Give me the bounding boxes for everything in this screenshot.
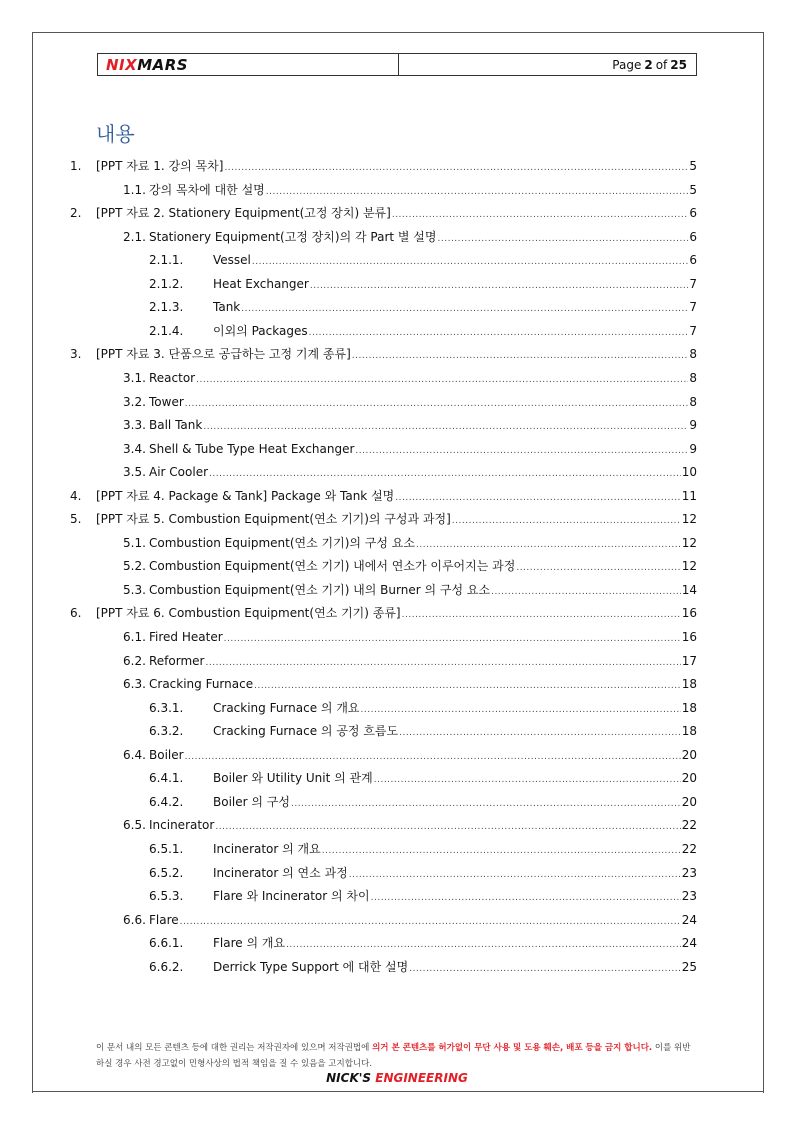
toc-entry-number: 5.2.: [123, 559, 146, 573]
toc-dot-leader: [209, 465, 681, 481]
toc-entry-page: 18: [681, 701, 697, 715]
copyright-warning: 의거 본 콘텐츠를 허가없이 무단 사용 및 도용 훼손, 배포 등을 금지 합니다.: [372, 1043, 653, 1053]
toc-entry[interactable]: [0, 701, 697, 717]
toc-entry-page: 10: [681, 465, 697, 479]
toc-dot-leader: [266, 183, 689, 199]
toc-entry-label: [PPT 자료 2. Stationery Equipment(고정 장치) 분류]: [96, 206, 391, 220]
toc-dot-leader: [254, 677, 681, 693]
toc-entry[interactable]: [0, 748, 697, 764]
toc-entry-page: 5: [689, 159, 697, 173]
toc-entry-page: 11: [681, 489, 697, 503]
logo-part-nix: NIX: [106, 55, 138, 74]
copyright-text: 이 문서 내의 모든 콘텐츠 등에 대한 권리는 저작권자에 있으며 저작권법에: [96, 1043, 373, 1053]
toc-entry-page: 14: [681, 583, 697, 597]
toc-entry-page: 9: [689, 442, 697, 456]
toc-dot-leader: [491, 583, 681, 599]
toc-entry-label: Reactor: [149, 371, 196, 385]
toc-entry-page: 16: [681, 606, 697, 620]
copyright-notice: [96, 1040, 698, 1072]
toc-entry[interactable]: [0, 512, 697, 528]
toc-entry-number: 3.2.: [123, 395, 146, 409]
toc-entry[interactable]: [0, 724, 697, 740]
toc-entry-number: 6.1.: [123, 630, 146, 644]
toc-entry-number: 2.1.: [123, 230, 146, 244]
toc-dot-leader: [374, 771, 681, 787]
toc-entry-page: 8: [689, 371, 697, 385]
toc-entry[interactable]: [0, 230, 697, 246]
toc-entry[interactable]: [0, 818, 697, 834]
toc-entry-page: 8: [689, 347, 697, 361]
toc-dot-leader: [309, 324, 689, 340]
toc-entry-number: 2.1.1.: [149, 253, 184, 267]
toc-entry-label: Shell & Tube Type Heat Exchanger: [149, 442, 355, 456]
toc-dot-leader: [452, 512, 681, 528]
toc-entry[interactable]: [0, 677, 697, 693]
toc-entry-number: 6.6.: [123, 913, 146, 927]
toc-entry-page: 20: [681, 748, 697, 762]
toc-entry-label: Vessel: [213, 253, 251, 267]
toc-dot-leader: [322, 842, 681, 858]
toc-entry-number: 1.1.: [123, 183, 146, 197]
page-of: of: [655, 57, 668, 72]
toc-entry-label: Cracking Furnace 의 개요: [213, 701, 360, 715]
toc-entry-number: 2.1.3.: [149, 300, 184, 314]
toc-entry-page: 22: [681, 818, 697, 832]
toc-entry-page: 20: [681, 795, 697, 809]
page-total: 25: [670, 57, 687, 72]
toc-entry[interactable]: [0, 418, 697, 434]
toc-dot-leader: [215, 818, 680, 834]
logo-part-mars: MARS: [137, 55, 189, 74]
footer-brand: [0, 1071, 794, 1085]
toc-entry-page: 18: [681, 724, 697, 738]
toc-dot-leader: [196, 371, 688, 387]
toc-entry-number: 3.3.: [123, 418, 146, 432]
toc-entry-number: 5.1.: [123, 536, 146, 550]
toc-entry-number: 6.5.2.: [149, 866, 184, 880]
toc-entry[interactable]: [0, 606, 697, 622]
toc-entry-number: 6.5.: [123, 818, 146, 832]
toc-dot-leader: [352, 347, 689, 363]
toc-dot-leader: [291, 795, 681, 811]
toc-entry-page: 24: [681, 936, 697, 950]
toc-entry[interactable]: [0, 936, 697, 952]
toc-entry[interactable]: [0, 654, 697, 670]
toc-entry[interactable]: [0, 559, 697, 575]
toc-dot-leader: [205, 654, 680, 670]
toc-entry[interactable]: [0, 395, 697, 411]
toc-entry-label: Combustion Equipment(연소 기기) 내의 Burner 의 구성 요소: [149, 583, 491, 597]
brand-nicks: NICK'S: [326, 1071, 376, 1085]
toc-entry-page: 7: [689, 324, 697, 338]
toc-entry-number: 3.5.: [123, 465, 146, 479]
toc-dot-leader: [224, 630, 681, 646]
toc-entry[interactable]: [0, 795, 697, 811]
toc-dot-leader: [409, 960, 681, 976]
toc-entry-page: 12: [681, 512, 697, 526]
toc-entry[interactable]: [0, 347, 697, 363]
toc-entry-page: 6: [689, 230, 697, 244]
logo-cell: [98, 54, 399, 75]
copyright-text-end: 이를 위반 하실 경우 사전 경고없이 민형사상의 법적 책임을 질 수 있음을 고지합니다.: [96, 1043, 691, 1069]
toc-entry[interactable]: [0, 630, 697, 646]
toc-entry-page: 12: [681, 559, 697, 573]
toc-entry-page: 23: [681, 889, 697, 903]
toc-dot-leader: [185, 748, 681, 764]
toc-entry[interactable]: [0, 913, 697, 929]
page-prefix: Page: [612, 57, 642, 72]
toc-dot-leader: [180, 913, 681, 929]
page-current: 2: [644, 57, 653, 72]
toc-entry-page: 7: [689, 277, 697, 291]
toc-entry-label: [PPT 자료 5. Combustion Equipment(연소 기기)의 구성과 과정]: [96, 512, 451, 526]
toc-entry-number: 2.1.2.: [149, 277, 184, 291]
toc-entry-number: 3.: [70, 347, 82, 361]
toc-entry[interactable]: [0, 300, 697, 316]
toc-dot-leader: [516, 559, 680, 575]
toc-entry-number: 3.1.: [123, 371, 146, 385]
toc-entry[interactable]: [0, 960, 697, 976]
toc-entry[interactable]: [0, 842, 697, 858]
toc-entry-label: Heat Exchanger: [213, 277, 309, 291]
toc-entry-number: 4.: [70, 489, 82, 503]
toc-entry[interactable]: [0, 465, 697, 481]
toc-entry[interactable]: [0, 866, 697, 882]
toc-entry-page: 22: [681, 842, 697, 856]
toc-entry-label: [PPT 자료 3. 단품으로 공급하는 고정 기계 종류]: [96, 347, 351, 361]
toc-dot-leader: [416, 536, 681, 552]
toc-entry[interactable]: [0, 183, 697, 199]
toc-entry[interactable]: [0, 206, 697, 222]
toc-entry-label: Boiler: [149, 748, 184, 762]
toc-dot-leader: [286, 936, 681, 952]
toc-entry-page: 20: [681, 771, 697, 785]
toc-entry[interactable]: [0, 442, 697, 458]
toc-entry-label: 이외의 Packages: [213, 324, 308, 338]
toc-entry-page: 7: [689, 300, 697, 314]
toc-entry[interactable]: [0, 889, 697, 905]
toc-entry-label: Derrick Type Support 에 대한 설명: [213, 960, 409, 974]
toc-title: 내용: [96, 122, 135, 146]
toc-dot-leader: [203, 418, 688, 434]
toc-dot-leader: [395, 489, 680, 505]
toc-entry-number: 6.2.: [123, 654, 146, 668]
toc-entry[interactable]: [0, 324, 697, 340]
toc-entry-label: Reformer: [149, 654, 205, 668]
toc-entry[interactable]: [0, 583, 697, 599]
toc-entry-label: Boiler 의 구성: [213, 795, 290, 809]
toc-entry-label: Flare 의 개요: [213, 936, 286, 950]
toc-entry-label: [PPT 자료 1. 강의 목차]: [96, 159, 224, 173]
toc-entry-number: 6.4.1.: [149, 771, 184, 785]
toc-entry-label: Combustion Equipment(연소 기기) 내에서 연소가 이루어지는 과정: [149, 559, 516, 573]
toc-entry-label: [PPT 자료 4. Package & Tank] Package 와 Tank 설명: [96, 489, 395, 503]
toc-dot-leader: [392, 206, 689, 222]
page-header: [97, 53, 697, 76]
toc-entry-label: 강의 목차에 대한 설명: [149, 183, 265, 197]
toc-entry-number: 1.: [70, 159, 82, 173]
toc-dot-leader: [185, 395, 689, 411]
page-number-cell: [399, 54, 696, 75]
toc-entry-number: 6.4.: [123, 748, 146, 762]
toc-entry-page: 18: [681, 677, 697, 691]
toc-entry-number: 6.3.1.: [149, 701, 184, 715]
toc-entry-page: 24: [681, 913, 697, 927]
toc-entry[interactable]: [0, 489, 697, 505]
toc-entry-label: Ball Tank: [149, 418, 203, 432]
toc-entry-number: 5.3.: [123, 583, 146, 597]
toc-entry[interactable]: [0, 771, 697, 787]
toc-dot-leader: [371, 889, 681, 905]
toc-dot-leader: [252, 253, 688, 269]
toc-entry-label: Incinerator: [149, 818, 215, 832]
toc-dot-leader: [224, 159, 688, 175]
toc-dot-leader: [310, 277, 689, 293]
toc-dot-leader: [349, 866, 681, 882]
toc-dot-leader: [241, 300, 688, 316]
nixmars-logo: [106, 56, 188, 74]
toc-entry-number: 6.6.1.: [149, 936, 184, 950]
toc-dot-leader: [438, 230, 689, 246]
toc-entry-page: 9: [689, 418, 697, 432]
toc-entry-label: Boiler 와 Utility Unit 의 관계: [213, 771, 373, 785]
toc-entry-page: 16: [681, 630, 697, 644]
toc-entry-number: 3.4.: [123, 442, 146, 456]
toc-entry-label: Air Cooler: [149, 465, 209, 479]
toc-entry-label: Fired Heater: [149, 630, 223, 644]
toc-entry-page: 5: [689, 183, 697, 197]
toc-dot-leader: [355, 442, 688, 458]
page-frame-bottom-line: [32, 1091, 763, 1092]
toc-entry-label: Tank: [213, 300, 241, 314]
toc-entry-page: 8: [689, 395, 697, 409]
toc-entry-number: 6.4.2.: [149, 795, 184, 809]
toc-dot-leader: [361, 701, 681, 717]
toc-entry-number: 6.: [70, 606, 82, 620]
toc-entry-label: Combustion Equipment(연소 기기)의 구성 요소: [149, 536, 415, 550]
toc-entry-number: 2.1.4.: [149, 324, 184, 338]
toc-entry-page: 12: [681, 536, 697, 550]
toc-entry-page: 17: [681, 654, 697, 668]
toc-entry-number: 6.3.: [123, 677, 146, 691]
toc-entry[interactable]: [0, 536, 697, 552]
toc-entry-page: 6: [689, 253, 697, 267]
toc-entry-label: Flare: [149, 913, 179, 927]
brand-engineering: ENGINEERING: [375, 1071, 468, 1085]
toc-entry-label: Cracking Furnace 의 공정 흐름도: [213, 724, 399, 738]
toc-entry-page: 6: [689, 206, 697, 220]
toc-dot-leader: [399, 724, 681, 740]
toc-dot-leader: [402, 606, 681, 622]
toc-entry[interactable]: [0, 159, 697, 175]
toc-entry-label: [PPT 자료 6. Combustion Equipment(연소 기기) 종류]: [96, 606, 401, 620]
toc-entry-number: 5.: [70, 512, 82, 526]
toc-entry-number: 6.5.1.: [149, 842, 184, 856]
toc-entry[interactable]: [0, 253, 697, 269]
toc-entry[interactable]: [0, 277, 697, 293]
toc-entry-page: 25: [681, 960, 697, 974]
toc-entry-label: Cracking Furnace: [149, 677, 254, 691]
toc-entry-page: 23: [681, 866, 697, 880]
toc-entry-number: 6.3.2.: [149, 724, 184, 738]
toc-entry[interactable]: [0, 371, 697, 387]
toc-entry-label: Tower: [149, 395, 184, 409]
toc-entry-label: Stationery Equipment(고정 장치)의 각 Part 별 설명: [149, 230, 437, 244]
toc-entry-number: 6.5.3.: [149, 889, 184, 903]
toc-entry-label: Flare 와 Incinerator 의 차이: [213, 889, 370, 903]
toc-entry-number: 2.: [70, 206, 82, 220]
toc-entry-number: 6.6.2.: [149, 960, 184, 974]
toc-entry-label: Incinerator 의 개요: [213, 842, 321, 856]
toc-entry-label: Incinerator 의 연소 과정: [213, 866, 348, 880]
